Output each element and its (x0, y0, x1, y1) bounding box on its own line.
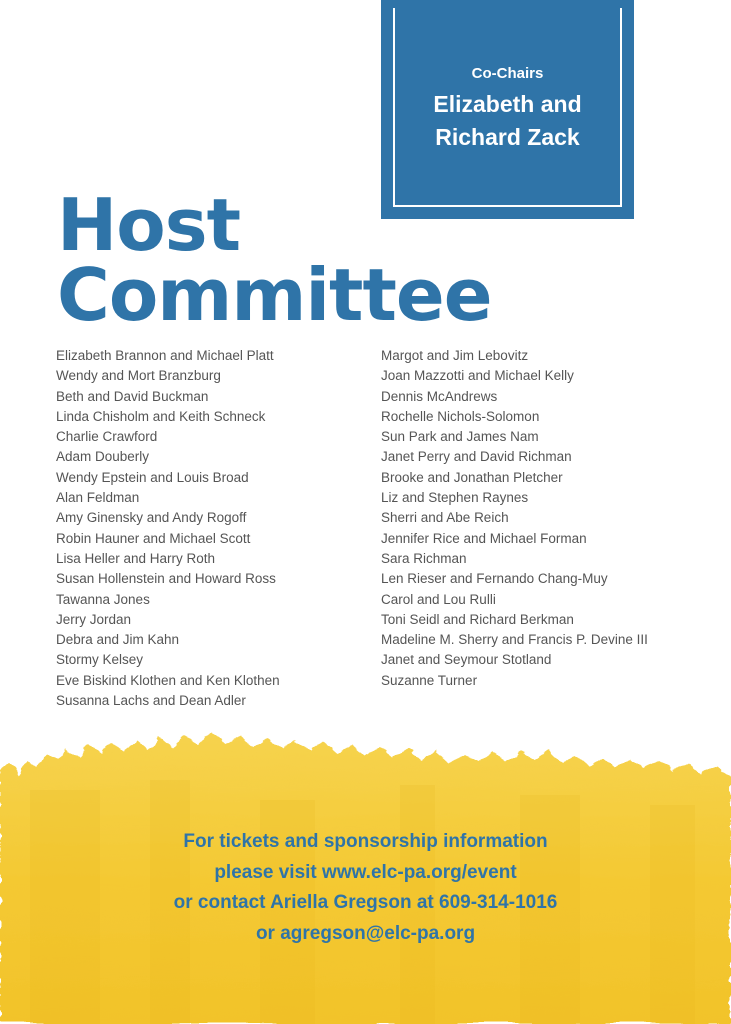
member-name: Sun Park and James Nam (381, 429, 539, 445)
member-name: Margot and Jim Lebovitz (381, 348, 529, 363)
member-name: Jennifer Rice and Michael Forman (381, 530, 587, 546)
member-name: Janet Perry and David Richman (381, 449, 572, 465)
member-name: Sherri and Abe Reich (381, 510, 509, 526)
member-name: Janet and Seymour Stotland (381, 652, 552, 668)
member-name: Beth and David Buckman (56, 388, 209, 404)
member-name: Jerry Jordan (56, 611, 132, 627)
member-name: Tawanna Jones (56, 591, 150, 607)
member-name: Wendy and Mort Branzburg (56, 368, 221, 384)
member-name: Stormy Kelsey (56, 652, 144, 668)
member-name: Suzanne Turner (381, 672, 478, 688)
member-name: Lisa Heller and Harry Roth (56, 550, 216, 566)
cochairs-label: Co-Chairs (471, 65, 544, 82)
member-name: Robin Hauner and Michael Scott (56, 530, 251, 546)
member-name: Joan Mazzotti and Michael Kelly (381, 368, 574, 384)
member-name: Eve Biskind Klothen and Ken Klothen (56, 672, 280, 688)
footer-line-3: or contact Ariella Gregson at 609-314-1016 (173, 892, 558, 913)
footer-line-2: please visit www.elc-pa.org/event (214, 861, 517, 883)
member-name: Amy Ginensky and Andy Rogoff (56, 510, 247, 526)
member-name: Sara Richman (381, 550, 467, 566)
cochairs-name-line2: Richard Zack (435, 124, 580, 150)
member-name: Wendy Epstein and Louis Broad (56, 469, 249, 485)
member-name: Madeline M. Sherry and Francis P. Devine III (381, 632, 648, 648)
cochairs-name-line1: Elizabeth and (433, 91, 582, 117)
member-name: Susan Hollenstein and Howard Ross (56, 571, 276, 587)
member-name: Alan Feldman (56, 490, 140, 506)
member-name: Liz and Stephen Raynes (381, 490, 529, 506)
page-title-line2: Committee (57, 253, 492, 337)
cochairs-frame (393, 8, 622, 207)
footer-contact-text (0, 827, 731, 949)
member-name: Toni Seidl and Richard Berkman (381, 611, 574, 627)
member-name: Rochelle Nichols-Solomon (381, 408, 540, 424)
member-name: Adam Douberly (56, 449, 150, 465)
member-name: Linda Chisholm and Keith Schneck (56, 408, 266, 424)
member-name: Dennis McAndrews (381, 388, 498, 404)
member-name: Susanna Lachs and Dean Adler (56, 693, 246, 709)
member-name: Len Rieser and Fernando Chang-Muy (381, 571, 608, 587)
cochairs-names (433, 88, 581, 154)
cochairs-box (381, 0, 634, 219)
member-name: Debra and Jim Kahn (56, 632, 180, 648)
member-name: Carol and Lou Rulli (381, 591, 496, 607)
page-title-line1: Host (57, 183, 240, 267)
member-list-right (381, 346, 648, 691)
footer-watercolor-band (0, 730, 731, 1024)
member-name: Charlie Crawford (56, 429, 158, 445)
member-list-left (56, 346, 280, 711)
footer-line-4: or agregson@elc-pa.org (255, 922, 476, 944)
page-title (57, 183, 492, 337)
footer-line-1: For tickets and sponsorship information (183, 831, 548, 852)
member-name: Elizabeth Brannon and Michael Platt (56, 348, 274, 363)
member-name: Brooke and Jonathan Pletcher (381, 469, 563, 485)
